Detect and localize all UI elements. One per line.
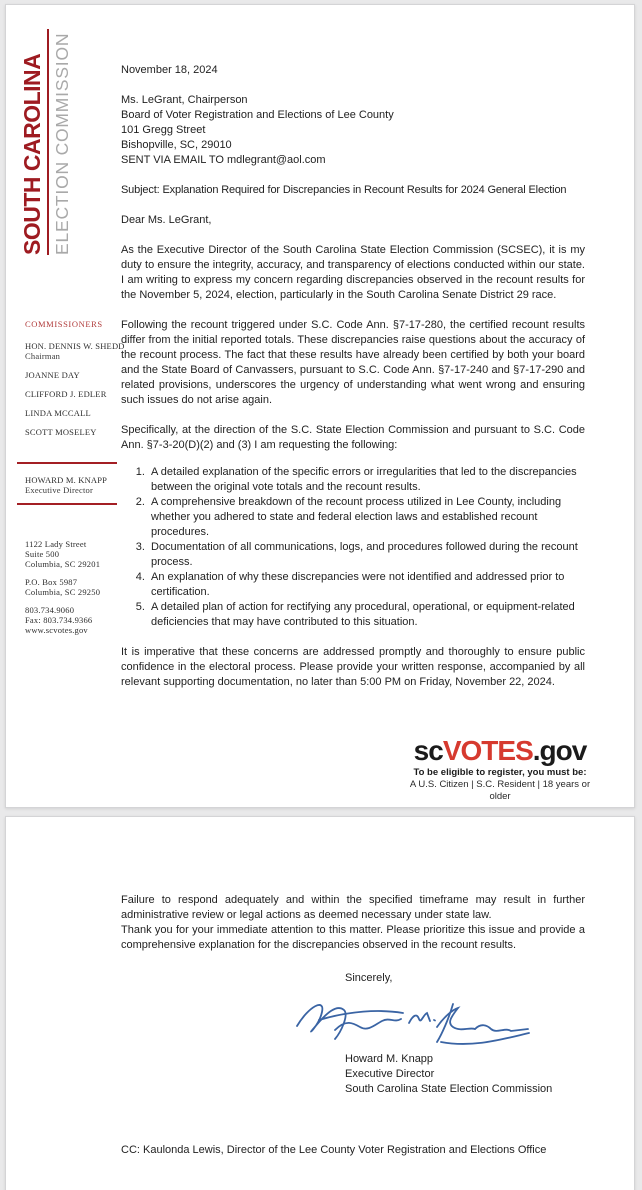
commissioner-entry — [25, 427, 125, 437]
commissioner-entry — [25, 408, 125, 418]
scvotes-logo-votes: VOTES — [442, 735, 533, 766]
closing-sincerely: Sincerely, — [345, 972, 393, 984]
signer-name: Howard M. Knapp — [345, 1053, 434, 1065]
request-item: 1. A detailed explanation of the specific errors or irregularities that led to the discrepancies between the original vote totals and the recount results. — [148, 465, 585, 495]
commissioner-entry — [25, 341, 125, 361]
commissioner-name: CLIFFORD J. EDLER — [25, 389, 107, 399]
phone-web-block — [25, 605, 125, 635]
address-line: Columbia, SC 29250 — [25, 587, 101, 597]
executive-director-block — [25, 475, 125, 495]
website-url: www.scvotes.gov — [25, 625, 88, 635]
eligibility-tagline: A U.S. Citizen | S.C. Resident | 18 years or older — [409, 779, 591, 802]
paragraph-request-lead: Specifically, at the direction of the S.C. State Election Commission and pursuant to S.C. Code Ann. §7-3-20(D)(2) and (3) I am requesting the following: — [121, 424, 585, 451]
eligibility-tagline-bold: To be eligible to register, you must be: — [413, 767, 587, 778]
address-line: Columbia, SC 29201 — [25, 559, 101, 569]
paragraph-intro: As the Executive Director of the South Carolina State Election Commission (SCSEC), it is my duty to ensure the integrity, accuracy, and transparency of elections conducted within our state. I am writing to express my concern regarding discrepancies observed in the recount results for the November 5, 2024, election, particularly in the South Carolina Senate District 29 race. — [121, 244, 585, 301]
request-item: 3. Documentation of all communications, logs, and procedures followed during the recount process. — [148, 540, 585, 570]
cc-line: CC: Kaulonda Lewis, Director of the Lee County Voter Registration and Elections Office — [121, 1144, 547, 1156]
recipient-line: Bishopville, SC, 29010 — [121, 139, 232, 151]
logo-south-carolina: SOUTH CAROLINA — [19, 29, 49, 255]
director-title: Executive Director — [25, 485, 94, 495]
paragraph-recount: Following the recount triggered under S.C. Code Ann. §7-17-280, the certified recount results differ from the initial reported totals. These discrepancies raise questions about the accuracy of the recount process. The fact that these results have already been certified by both your board and the State Board of Canvassers, pursuant to S.C. Code Ann. §7-17-240 and §7-17-290 and related provisions, underscores the urgency of understanding what went wrong and ensuring such issues do not arise again. — [121, 319, 585, 406]
scvotes-logo-gov: .gov — [532, 735, 587, 766]
street-address — [25, 539, 125, 569]
commissioner-name: LINDA MCCALL — [25, 408, 91, 418]
recipient-line: Ms. LeGrant, Chairperson — [121, 94, 248, 106]
phone-number: 803.734.9060 — [25, 605, 75, 615]
request-item: 2. A comprehensive breakdown of the recount process utilized in Lee County, including whether you adhered to state and federal election laws and established recount procedures. — [148, 495, 585, 540]
contact-address-block — [25, 539, 125, 643]
subject-line: Subject: Explanation Required for Discrepancies in Recount Results for 2024 General Election — [121, 184, 567, 196]
scvotes-logo-sc: sc — [413, 735, 443, 766]
scvotes-logo — [400, 736, 600, 766]
sc-election-commission-logo — [19, 29, 75, 255]
sidebar-divider-rule — [17, 462, 117, 464]
commissioner-entry — [25, 389, 125, 399]
recipient-line: Board of Voter Registration and Elections of Lee County — [121, 109, 394, 121]
paragraph-thank-you: Thank you for your immediate attention to this matter. Please prioritize this issue and provide a comprehensive explanation for the discrepancies observed in the recount results. — [121, 924, 585, 951]
director-name: HOWARD M. KNAPP — [25, 475, 108, 485]
recipient-email-line: SENT VIA EMAIL TO mdlegrant@aol.com — [121, 154, 326, 166]
commissioners-heading: COMMISSIONERS — [25, 319, 103, 329]
logo-election-commission: ELECTION COMMISSION — [52, 32, 72, 255]
signer-title: Executive Director — [345, 1068, 435, 1080]
address-line: 1122 Lady Street — [25, 539, 87, 549]
fax-number: Fax: 803.734.9366 — [25, 615, 93, 625]
request-item: 4. An explanation of why these discrepancies were not identified and addressed prior to certification. — [148, 570, 585, 600]
recipient-line: 101 Gregg Street — [121, 124, 206, 136]
commissioner-title: Chairman — [25, 351, 61, 361]
commissioner-entry — [25, 370, 125, 380]
request-item: 5. A detailed plan of action for rectifying any procedural, operational, or equipment-related deficiencies that may have contributed to this situation. — [148, 600, 585, 630]
letter-body-page2 — [121, 893, 585, 1158]
letter-date: November 18, 2024 — [121, 64, 218, 76]
letter-page-1 — [5, 4, 635, 808]
handwritten-signature — [291, 990, 531, 1046]
signature-block — [345, 1052, 585, 1097]
request-list — [121, 465, 585, 630]
recipient-block — [121, 93, 585, 168]
scvotes-footer — [400, 736, 600, 803]
commissioner-name: SCOTT MOSELEY — [25, 427, 97, 437]
salutation: Dear Ms. LeGrant, — [121, 214, 212, 226]
letter-page-2 — [5, 816, 635, 1190]
letter-body — [121, 63, 585, 690]
commissioner-name: HON. DENNIS W. SHEDD — [25, 341, 125, 351]
sidebar-divider-rule — [17, 503, 117, 505]
signer-organization: South Carolina State Election Commission — [345, 1083, 553, 1095]
paragraph-deadline: It is imperative that these concerns are addressed promptly and thoroughly to ensure public confidence in the electoral process. Please provide your written response, accompanied by all relevant supporting documentation, no later than 5:00 PM on Friday, November 22, 2024. — [121, 646, 585, 688]
po-box-address — [25, 577, 125, 597]
commissioners-list — [25, 319, 125, 446]
address-line: Suite 500 — [25, 549, 60, 559]
commissioner-name: JOANNE DAY — [25, 370, 80, 380]
paragraph-failure-warning: Failure to respond adequately and within the specified timeframe may result in further administrative review or legal actions as deemed necessary under state law. — [121, 894, 585, 921]
address-line: P.O. Box 5987 — [25, 577, 78, 587]
